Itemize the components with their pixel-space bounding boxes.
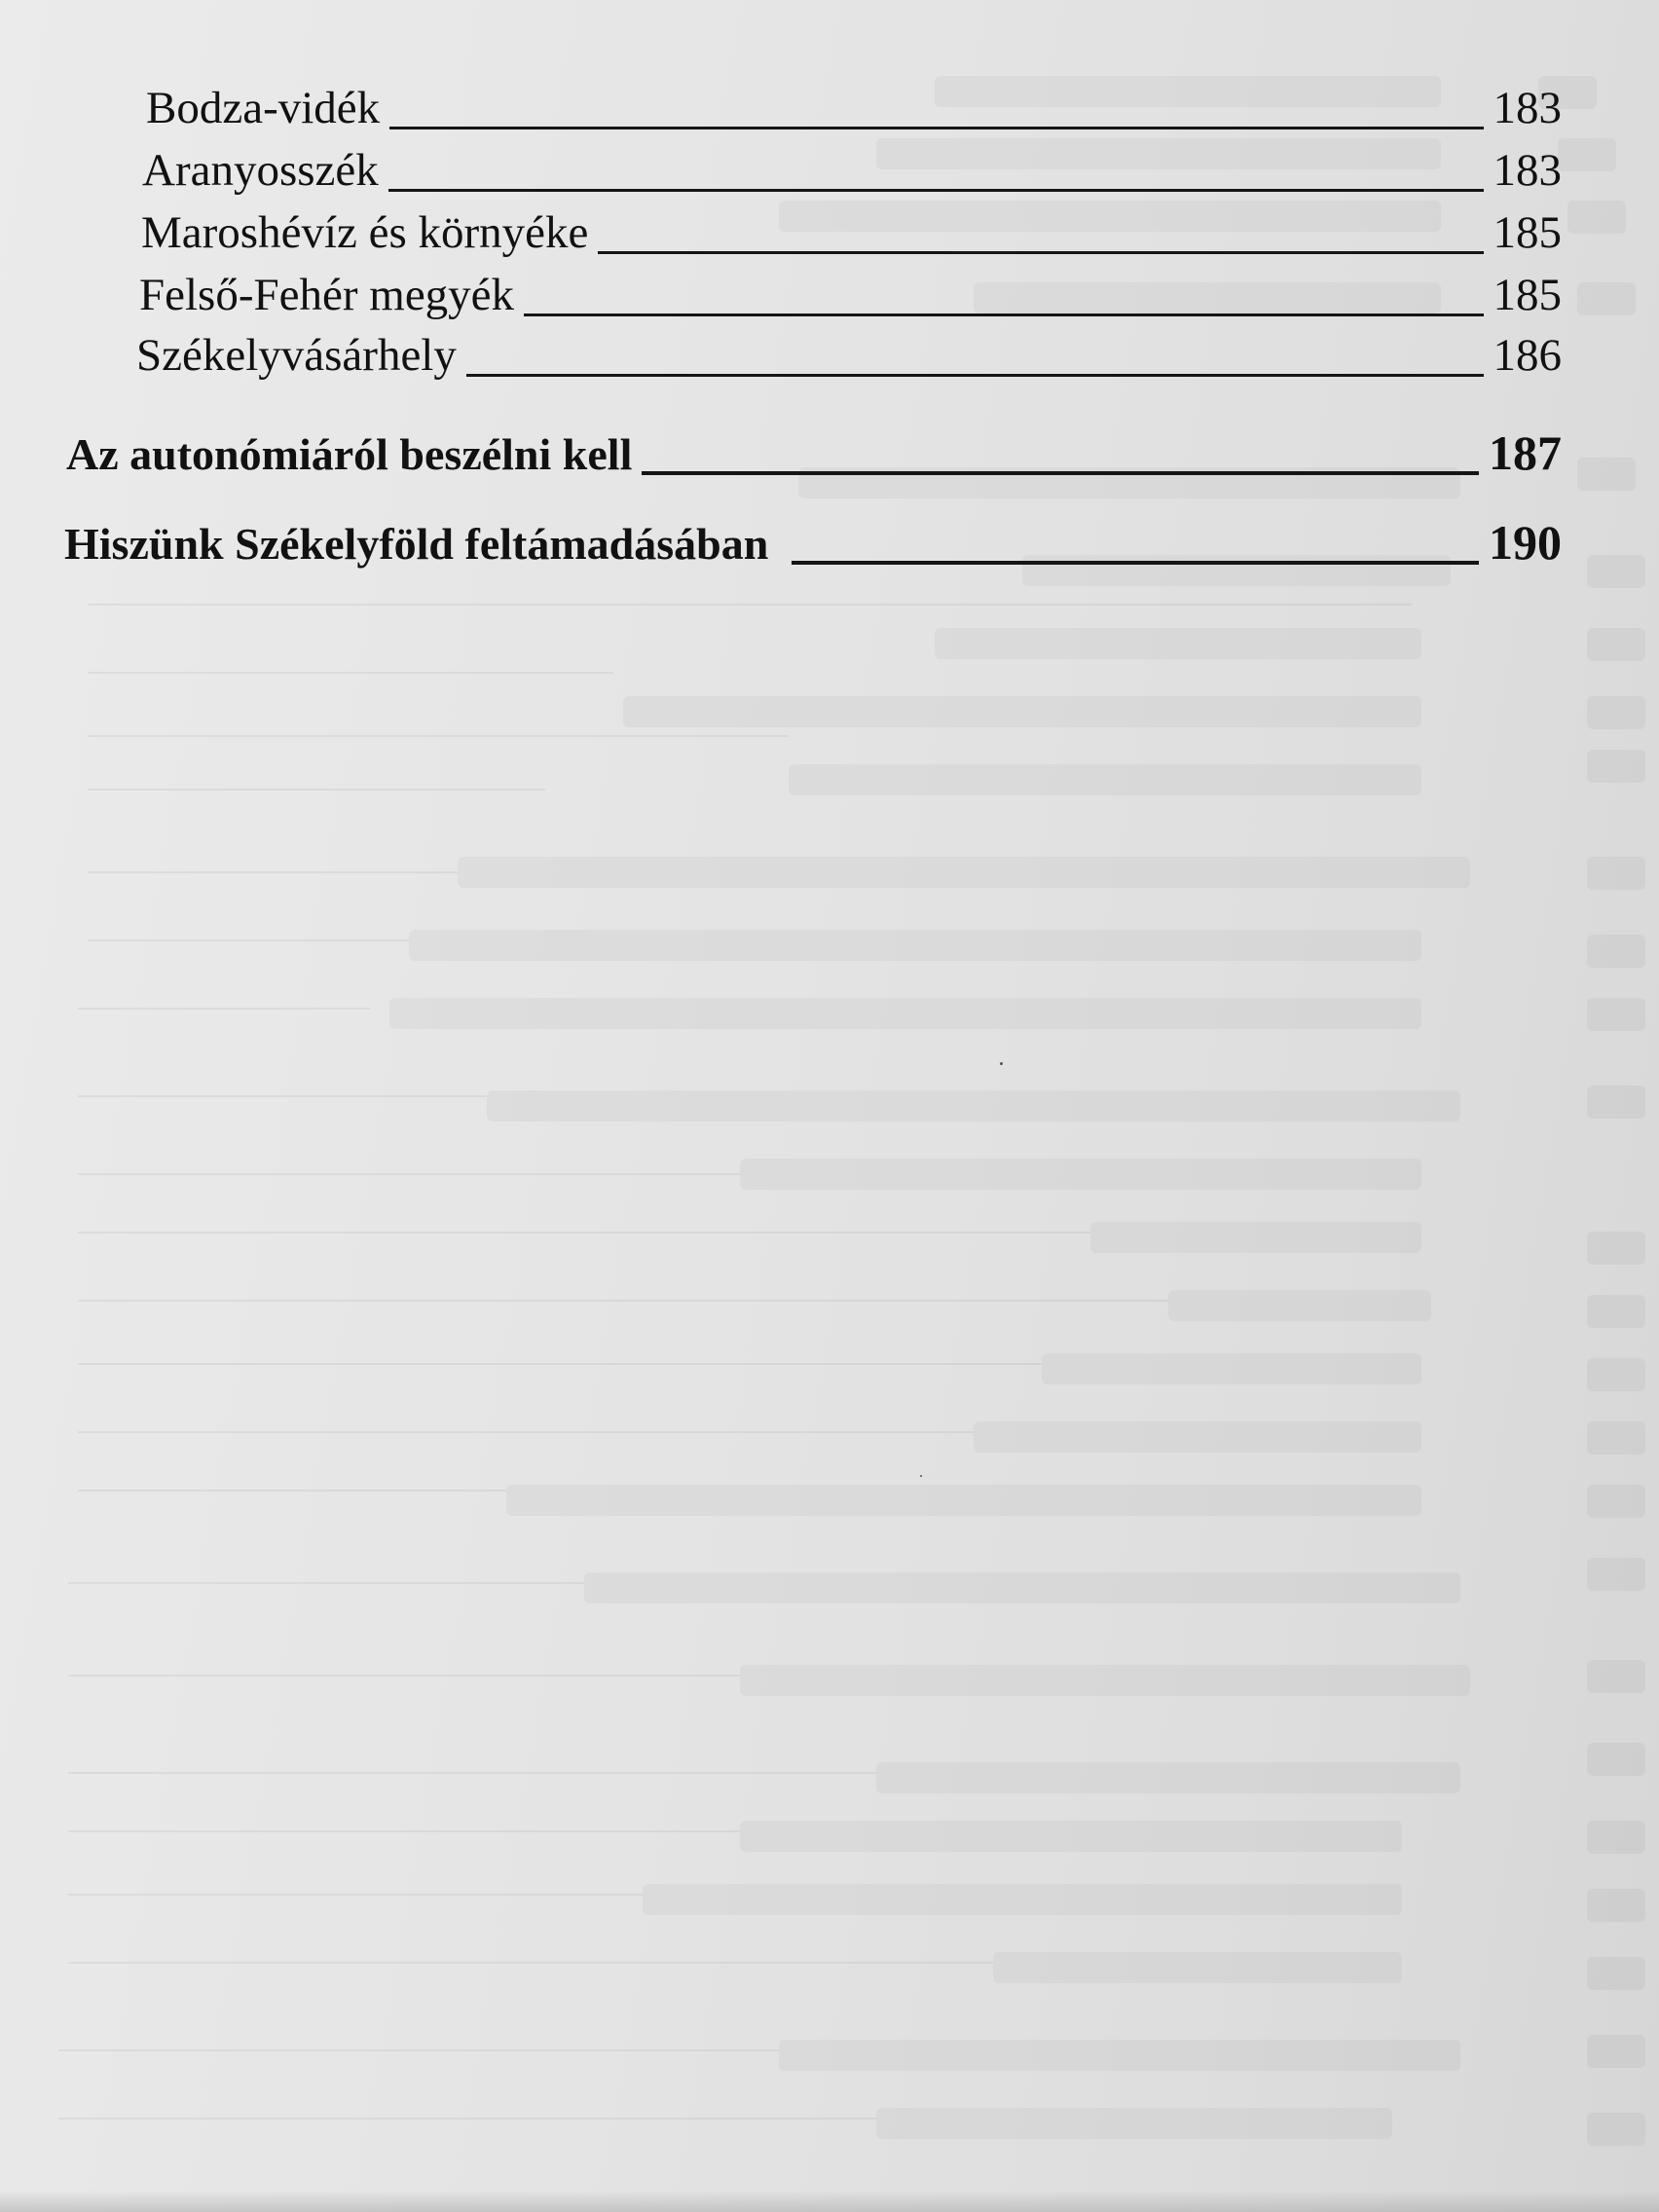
toc-leader-line: [388, 189, 1484, 192]
toc-entry-szekelyvasarhely: [136, 330, 1562, 381]
toc-entry-title: Székelyvásárhely: [136, 330, 457, 381]
toc-leader-line: [466, 374, 1484, 377]
toc-entry-szekelyfold: [64, 515, 1562, 570]
toc-entry-autonomiarol: [66, 425, 1562, 480]
toc-entry-title: Aranyosszék: [142, 145, 379, 196]
toc-entry-title: Bodza-vidék: [146, 83, 381, 133]
toc-page-number: 183: [1493, 83, 1562, 133]
toc-entry-aranyosszek: [142, 145, 1562, 196]
toc-entry-maroshéviz: [141, 207, 1562, 258]
toc-page-number: 190: [1489, 515, 1562, 570]
toc-entry-title: Hiszünk Székelyföld feltámadásában: [64, 519, 769, 569]
toc-entry-felso-feher: [139, 270, 1562, 320]
toc-entry-title: Maroshévíz és környéke: [141, 207, 589, 258]
toc-leader-line: [642, 471, 1479, 475]
paper-speck: [1000, 1062, 1003, 1065]
toc-page-number: 187: [1489, 425, 1562, 480]
paper-speck: [920, 1475, 922, 1477]
toc-leader-line: [598, 251, 1483, 254]
toc-page-number: 186: [1493, 330, 1562, 381]
toc-entry-title: Az autonómiáról beszélni kell: [66, 429, 633, 479]
toc-page-number: 183: [1493, 145, 1562, 196]
toc-page-number: 185: [1493, 270, 1562, 320]
toc-leader-line: [524, 313, 1483, 316]
toc-leader-line: [389, 127, 1483, 129]
toc-page-number: 185: [1493, 207, 1562, 258]
toc-entry-bodza-videk: [146, 83, 1562, 133]
page-bottom-shadow: [0, 2191, 1659, 2212]
toc-leader-line: [792, 561, 1479, 565]
toc-entry-title: Felső-Fehér megyék: [139, 270, 515, 320]
